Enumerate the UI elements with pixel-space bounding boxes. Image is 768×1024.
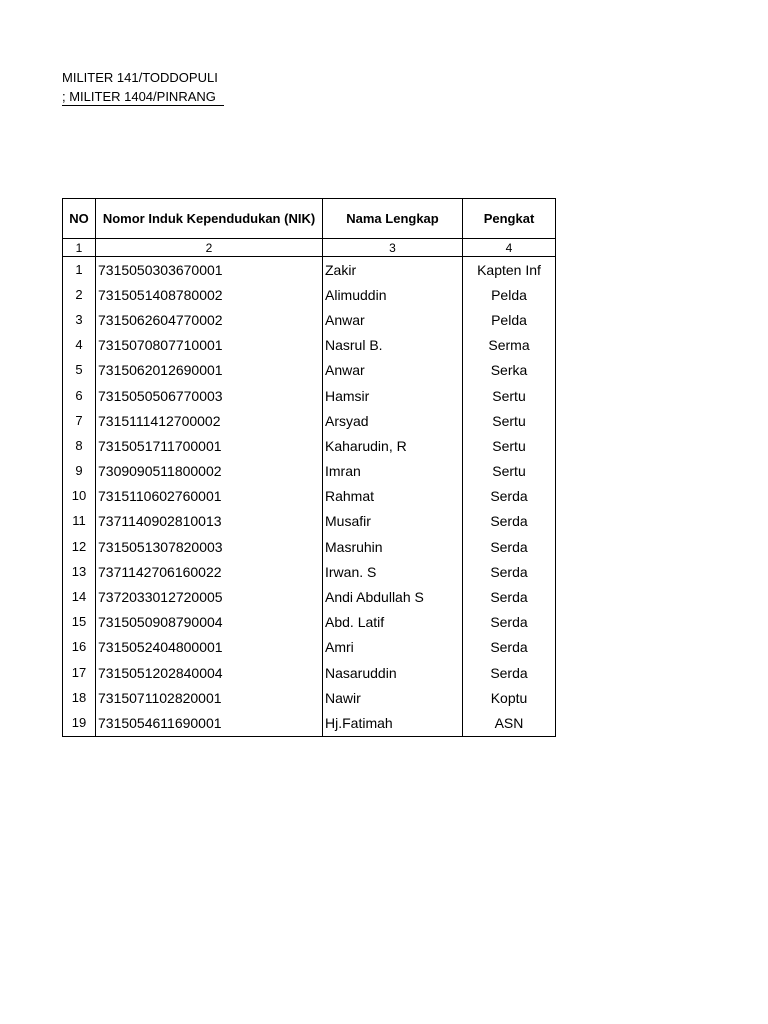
rank-cell: Kapten Inf	[463, 257, 556, 283]
header-line-2	[62, 89, 224, 106]
rank-cell: ASN	[463, 710, 556, 736]
rank-cell: Sertu	[463, 408, 556, 433]
name-cell: Musafir	[323, 509, 463, 534]
nik-cell: 7315050506770003	[96, 383, 323, 408]
nik-cell: 7315050908790004	[96, 610, 323, 635]
row-number: 19	[63, 710, 96, 736]
nik-cell: 7315062604770002	[96, 307, 323, 332]
nik-cell: 7315110602760001	[96, 484, 323, 509]
column-number: 1	[63, 239, 96, 257]
row-number: 10	[63, 484, 96, 509]
rank-cell: Serda	[463, 484, 556, 509]
nik-cell: 7315070807710001	[96, 333, 323, 358]
row-number: 14	[63, 584, 96, 609]
nik-cell: 7315051307820003	[96, 534, 323, 559]
nik-cell: 7315062012690001	[96, 358, 323, 383]
header-pangkat: Pengkat	[463, 199, 556, 239]
row-number: 11	[63, 509, 96, 534]
name-cell: Zakir	[323, 257, 463, 283]
column-number: 4	[463, 239, 556, 257]
nik-cell: 7315071102820001	[96, 685, 323, 710]
nik-cell: 7371142706160022	[96, 559, 323, 584]
name-cell: Hamsir	[323, 383, 463, 408]
name-cell: Nawir	[323, 685, 463, 710]
name-cell: Masruhin	[323, 534, 463, 559]
table-row	[63, 710, 556, 736]
header-nama: Nama Lengkap	[323, 199, 463, 239]
table-row	[63, 584, 556, 609]
table-header-row	[63, 199, 556, 239]
rank-cell: Sertu	[463, 459, 556, 484]
header-no: NO	[63, 199, 96, 239]
row-number: 6	[63, 383, 96, 408]
nik-cell: 7371140902810013	[96, 509, 323, 534]
rank-cell: Sertu	[463, 383, 556, 408]
row-number: 2	[63, 282, 96, 307]
nik-cell: 7315052404800001	[96, 635, 323, 660]
row-number: 3	[63, 307, 96, 332]
table-row	[63, 408, 556, 433]
row-number: 5	[63, 358, 96, 383]
table-row	[63, 660, 556, 685]
table-row	[63, 433, 556, 458]
table-row	[63, 534, 556, 559]
name-cell: Andi Abdullah S	[323, 584, 463, 609]
row-number: 15	[63, 610, 96, 635]
table-row	[63, 635, 556, 660]
name-cell: Hj.Fatimah	[323, 710, 463, 736]
rank-cell: Pelda	[463, 307, 556, 332]
name-cell: Nasaruddin	[323, 660, 463, 685]
row-number: 8	[63, 433, 96, 458]
row-number: 9	[63, 459, 96, 484]
row-number: 17	[63, 660, 96, 685]
row-number: 4	[63, 333, 96, 358]
name-cell: Irwan. S	[323, 559, 463, 584]
row-number: 12	[63, 534, 96, 559]
name-cell: Kaharudin, R	[323, 433, 463, 458]
column-number-row	[63, 239, 556, 257]
table-row	[63, 383, 556, 408]
column-number: 3	[323, 239, 463, 257]
rank-cell: Serka	[463, 358, 556, 383]
header-line-1: MILITER 141/TODDOPULI	[62, 70, 218, 85]
rank-cell: Serda	[463, 610, 556, 635]
nik-cell: 7315050303670001	[96, 257, 323, 283]
name-cell: Rahmat	[323, 484, 463, 509]
name-cell: Nasrul B.	[323, 333, 463, 358]
table-row	[63, 282, 556, 307]
column-number: 2	[96, 239, 323, 257]
name-cell: Arsyad	[323, 408, 463, 433]
nik-cell: 7315051202840004	[96, 660, 323, 685]
table-row	[63, 333, 556, 358]
name-cell: Abd. Latif	[323, 610, 463, 635]
row-number: 16	[63, 635, 96, 660]
table-row	[63, 307, 556, 332]
rank-cell: Serda	[463, 559, 556, 584]
rank-cell: Serda	[463, 635, 556, 660]
table-row	[63, 459, 556, 484]
table-row	[63, 685, 556, 710]
nik-cell: 7315051711700001	[96, 433, 323, 458]
rank-cell: Serma	[463, 333, 556, 358]
table-row	[63, 484, 556, 509]
table-row	[63, 358, 556, 383]
name-cell: Alimuddin	[323, 282, 463, 307]
nik-cell: 7315051408780002	[96, 282, 323, 307]
rank-cell: Serda	[463, 660, 556, 685]
table-row	[63, 610, 556, 635]
personnel-table	[62, 198, 556, 737]
table-row	[63, 257, 556, 283]
table-row	[63, 559, 556, 584]
header-nik: Nomor Induk Kependudukan (NIK)	[96, 199, 323, 239]
row-number: 13	[63, 559, 96, 584]
table-row	[63, 509, 556, 534]
rank-cell: Sertu	[463, 433, 556, 458]
name-cell: Imran	[323, 459, 463, 484]
nik-cell: 7315054611690001	[96, 710, 323, 736]
row-number: 1	[63, 257, 96, 283]
nik-cell: 7372033012720005	[96, 584, 323, 609]
rank-cell: Koptu	[463, 685, 556, 710]
name-cell: Anwar	[323, 307, 463, 332]
header-line-2-text: ; MILITER 1404/PINRANG	[62, 89, 224, 106]
rank-cell: Pelda	[463, 282, 556, 307]
name-cell: Amri	[323, 635, 463, 660]
rank-cell: Serda	[463, 584, 556, 609]
table-body	[63, 257, 556, 737]
name-cell: Anwar	[323, 358, 463, 383]
row-number: 18	[63, 685, 96, 710]
rank-cell: Serda	[463, 509, 556, 534]
rank-cell: Serda	[463, 534, 556, 559]
row-number: 7	[63, 408, 96, 433]
nik-cell: 7315111412700002	[96, 408, 323, 433]
nik-cell: 7309090511800002	[96, 459, 323, 484]
